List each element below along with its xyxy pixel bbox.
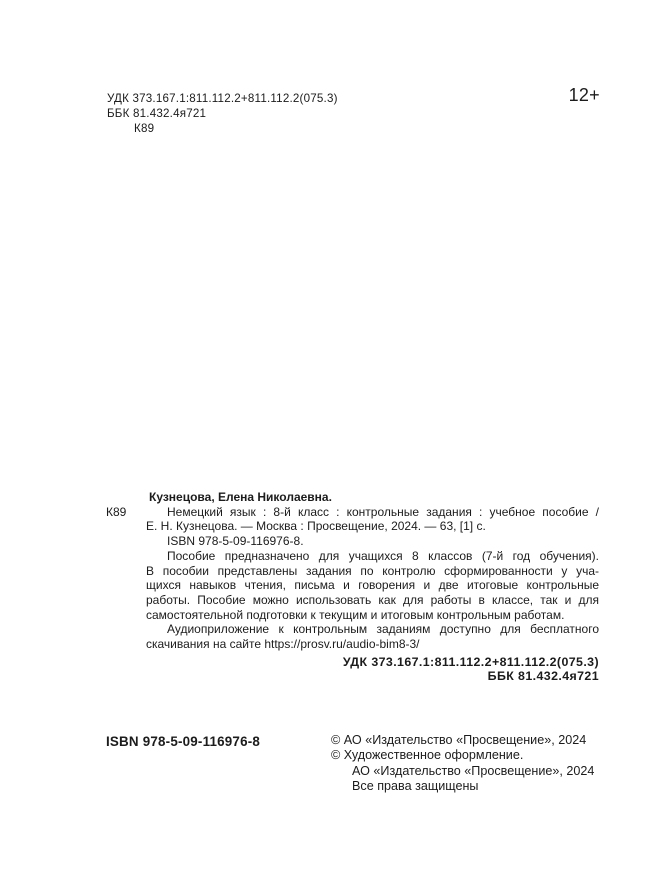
classification-header <box>107 92 338 136</box>
copyright-line: © АО «Издательство «Просвещение», 2024 <box>331 733 587 747</box>
age-rating-badge: 12+ <box>568 85 600 105</box>
bibliographic-record <box>106 490 600 684</box>
record-udc-line: УДК 373.167.1:811.112.2+811.112.2(075.3) <box>342 654 599 669</box>
udc-line: УДК 373.167.1:811.112.2+811.112.2(075.3) <box>107 92 338 105</box>
record-author-code: К89 <box>106 504 127 519</box>
copyright-line: Все права защищены <box>352 778 479 793</box>
record-line: Пособие предназначено для учащихся 8 классов (7-й год обучения). <box>167 548 599 563</box>
record-line: работы. Пособие можно использовать как для работы в классе, так и для <box>146 592 599 607</box>
bbk-line: ББК 81.432.4я721 <box>107 106 207 120</box>
copyright-block <box>331 733 594 794</box>
copyright-line: АО «Издательство «Просвещение», 2024 <box>352 763 595 778</box>
record-line: самостоятельной подготовки к текущим и итоговым контрольным работам. <box>146 607 565 622</box>
record-line: Немецкий язык : 8-й класс : контрольные задания : учебное пособие / <box>167 504 599 519</box>
record-line: щихся навыков чтения, письма и говорения и две итоговые контрольные <box>146 578 599 593</box>
record-isbn-line: ISBN 978-5-09-116976-8. <box>167 534 304 549</box>
record-author: Кузнецова, Елена Николаевна. <box>149 490 332 504</box>
record-line: Аудиоприложение к контрольным заданиям доступно для бесплатного <box>167 622 599 637</box>
record-line: В пособии представлены задания по контролю сформированности у уча- <box>146 563 599 578</box>
record-bbk-line: ББК 81.432.4я721 <box>487 669 599 684</box>
author-sign-code: К89 <box>134 121 155 135</box>
footer-isbn: ISBN 978-5-09-116976-8 <box>106 734 261 749</box>
record-url-line: скачивания на сайте https://prosv.ru/audio-bim8-3/ <box>146 637 420 652</box>
record-body <box>146 490 599 684</box>
copyright-line: © Художественное оформление. <box>331 748 524 763</box>
record-line: Е. Н. Кузнецова. — Москва : Просвещение, 2024. — 63, [1] с. <box>146 519 486 534</box>
